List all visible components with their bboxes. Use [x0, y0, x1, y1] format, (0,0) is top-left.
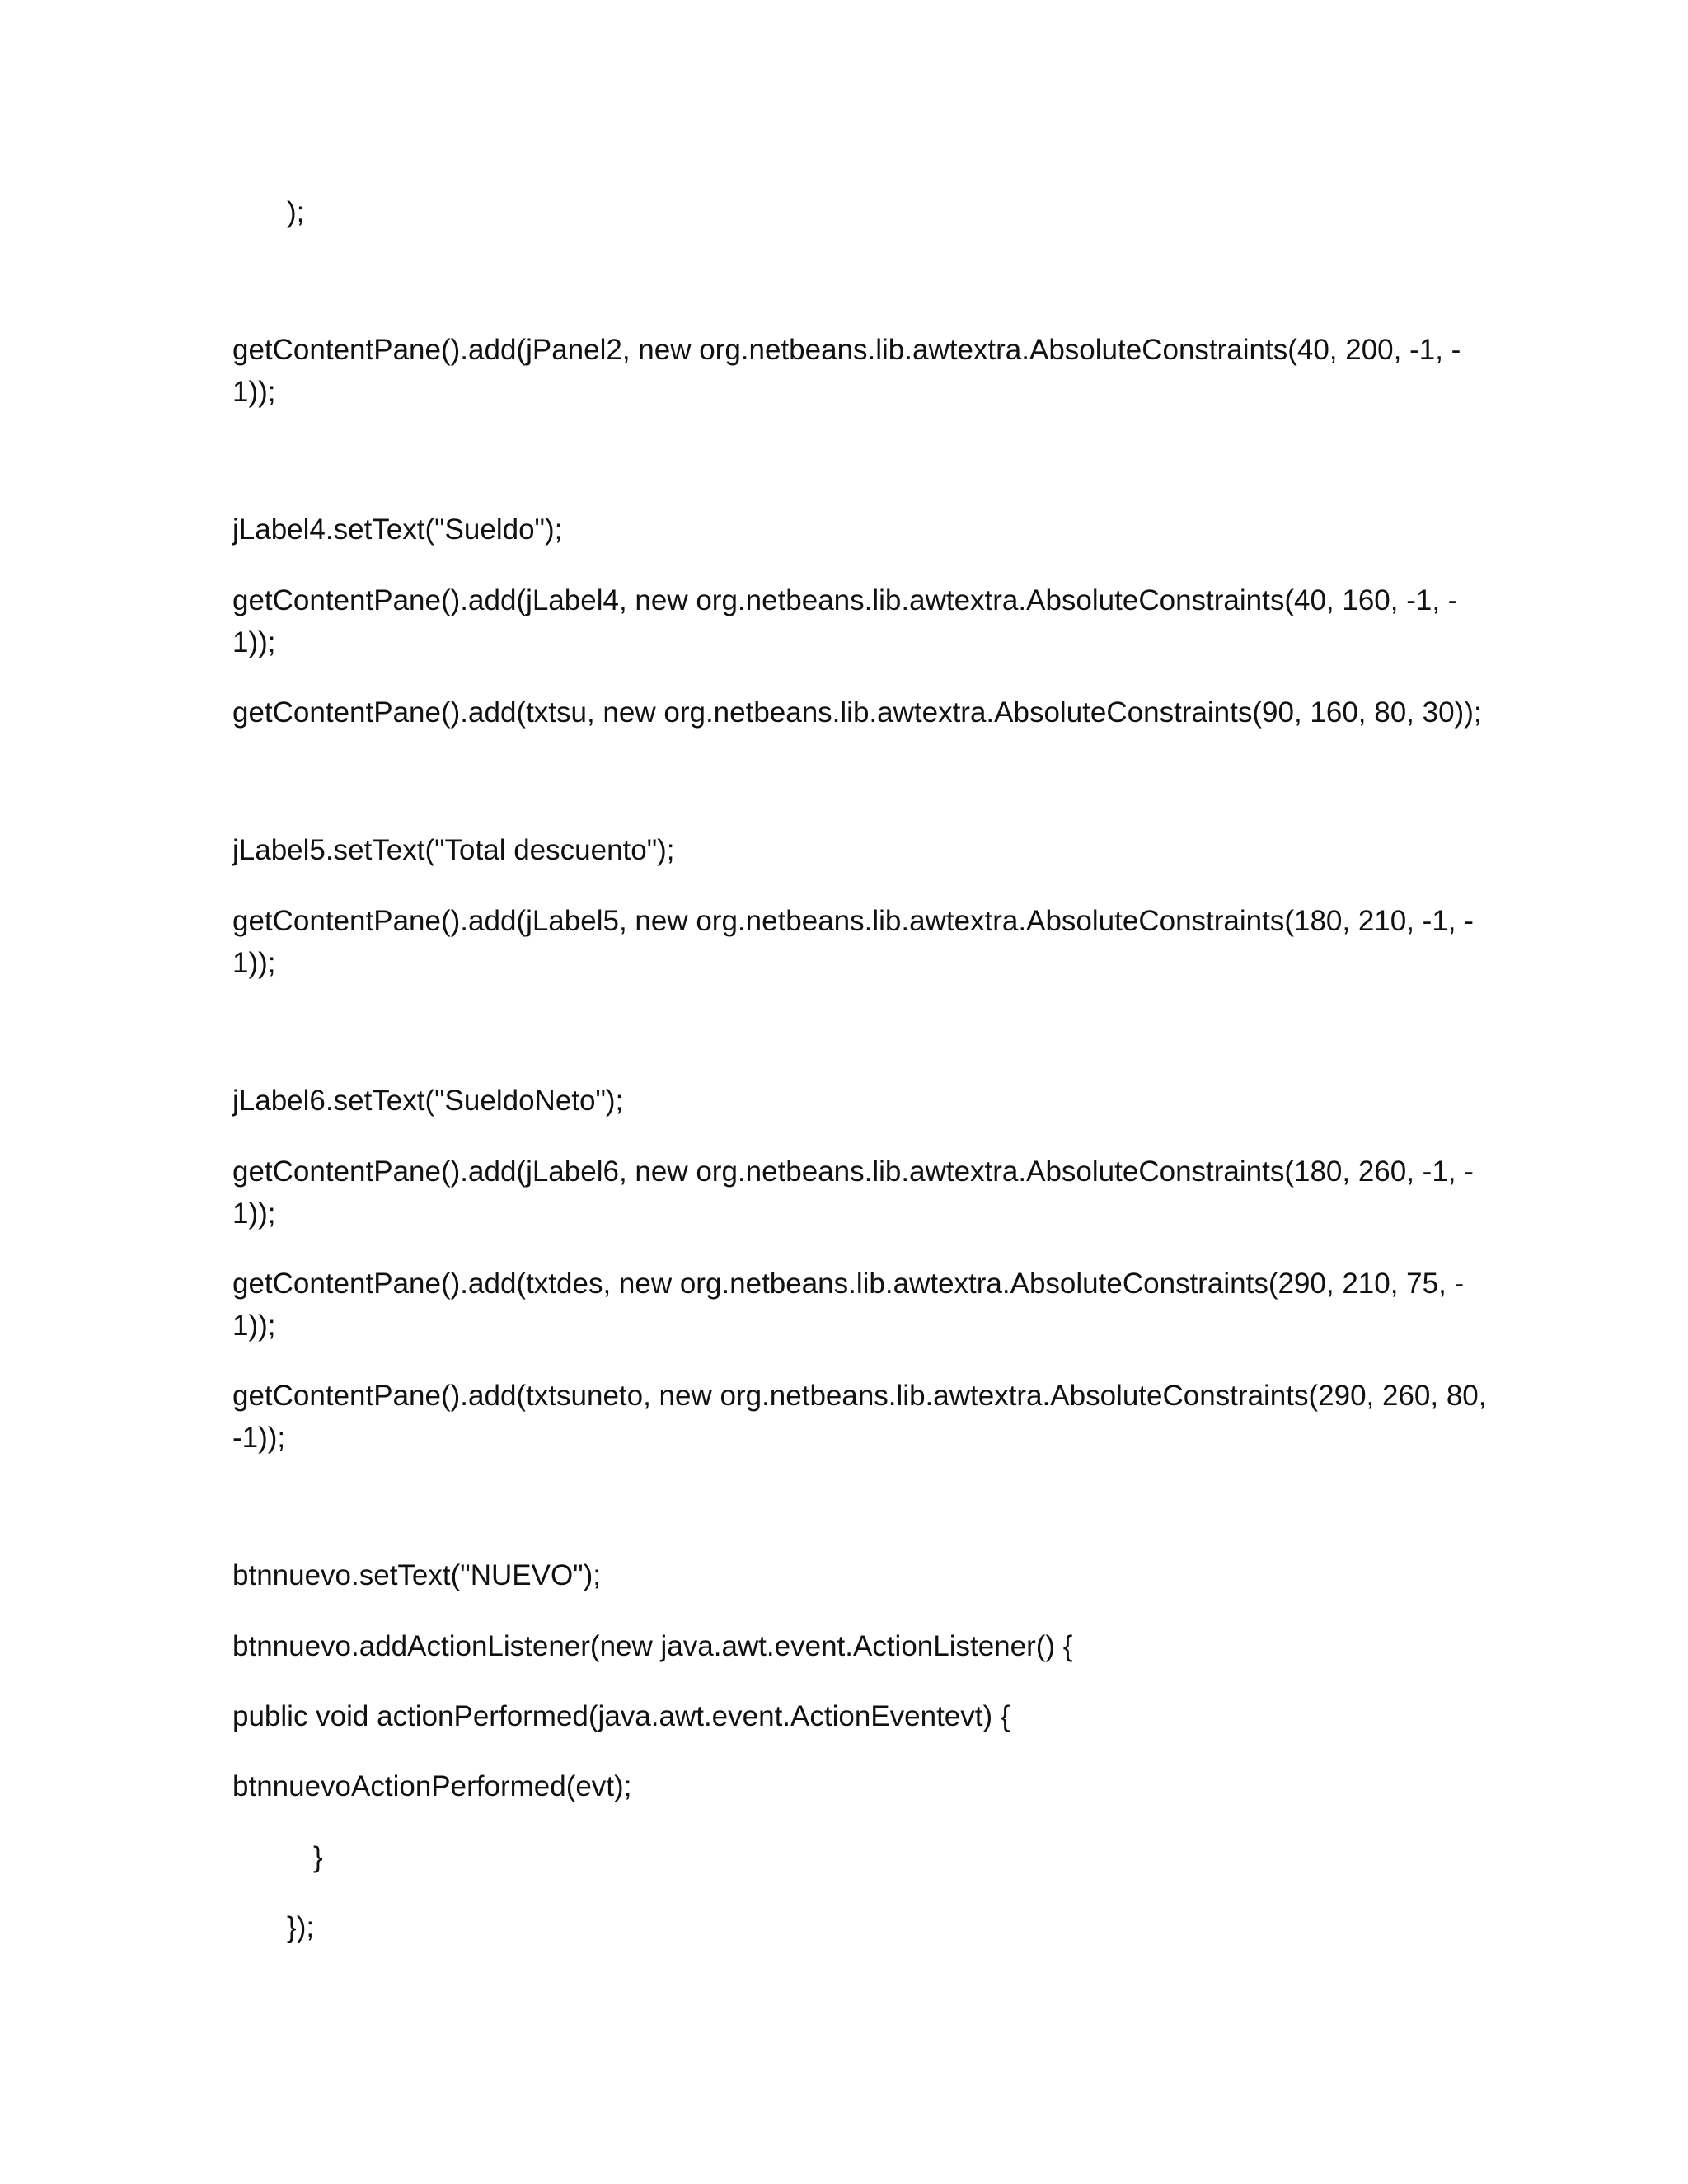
- code-line: getContentPane().add(jPanel2, new org.netbeans.lib.awtextra.AbsoluteConstraints(40, 200, -1, -: [232, 334, 1461, 366]
- code-line: btnnuevoActionPerformed(evt);: [232, 1770, 632, 1802]
- code-line: getContentPane().add(txtsuneto, new org.netbeans.lib.awtextra.AbsoluteConstraints(290, 260, 80,: [232, 1380, 1487, 1412]
- code-line: btnnuevo.setText("NUEVO");: [232, 1559, 601, 1591]
- code-line: jLabel4.setText("Sueldo");: [232, 513, 563, 546]
- code-line: public void actionPerformed(java.awt.event.ActionEventevt) {: [232, 1700, 1010, 1732]
- code-line: 1));: [232, 1197, 276, 1230]
- code-line: });: [287, 1911, 315, 1943]
- code-line: getContentPane().add(jLabel4, new org.netbeans.lib.awtextra.AbsoluteConstraints(40, 160, -1, -: [232, 584, 1458, 616]
- code-line: jLabel5.setText("Total descuento");: [232, 834, 675, 866]
- code-line: getContentPane().add(txtsu, new org.netbeans.lib.awtextra.AbsoluteConstraints(90, 160, 80, 30));: [232, 696, 1482, 729]
- code-line: jLabel6.setText("SueldoNeto");: [232, 1085, 624, 1117]
- code-line: 1));: [232, 947, 276, 979]
- code-line: getContentPane().add(txtdes, new org.netbeans.lib.awtextra.AbsoluteConstraints(290, 210, 75, -: [232, 1268, 1465, 1300]
- code-line: 1));: [232, 376, 276, 408]
- code-line: }: [313, 1841, 323, 1873]
- code-line: getContentPane().add(jLabel6, new org.netbeans.lib.awtextra.AbsoluteConstraints(180, 260, -1, -: [232, 1155, 1474, 1188]
- code-line: 1));: [232, 1310, 276, 1342]
- code-line: -1));: [232, 1422, 286, 1454]
- code-line: getContentPane().add(jLabel5, new org.netbeans.lib.awtextra.AbsoluteConstraints(180, 210, -1, -: [232, 905, 1474, 937]
- code-line: btnnuevo.addActionListener(new java.awt.event.ActionListener() {: [232, 1630, 1073, 1662]
- code-line: );: [287, 196, 305, 228]
- code-line: 1));: [232, 626, 276, 658]
